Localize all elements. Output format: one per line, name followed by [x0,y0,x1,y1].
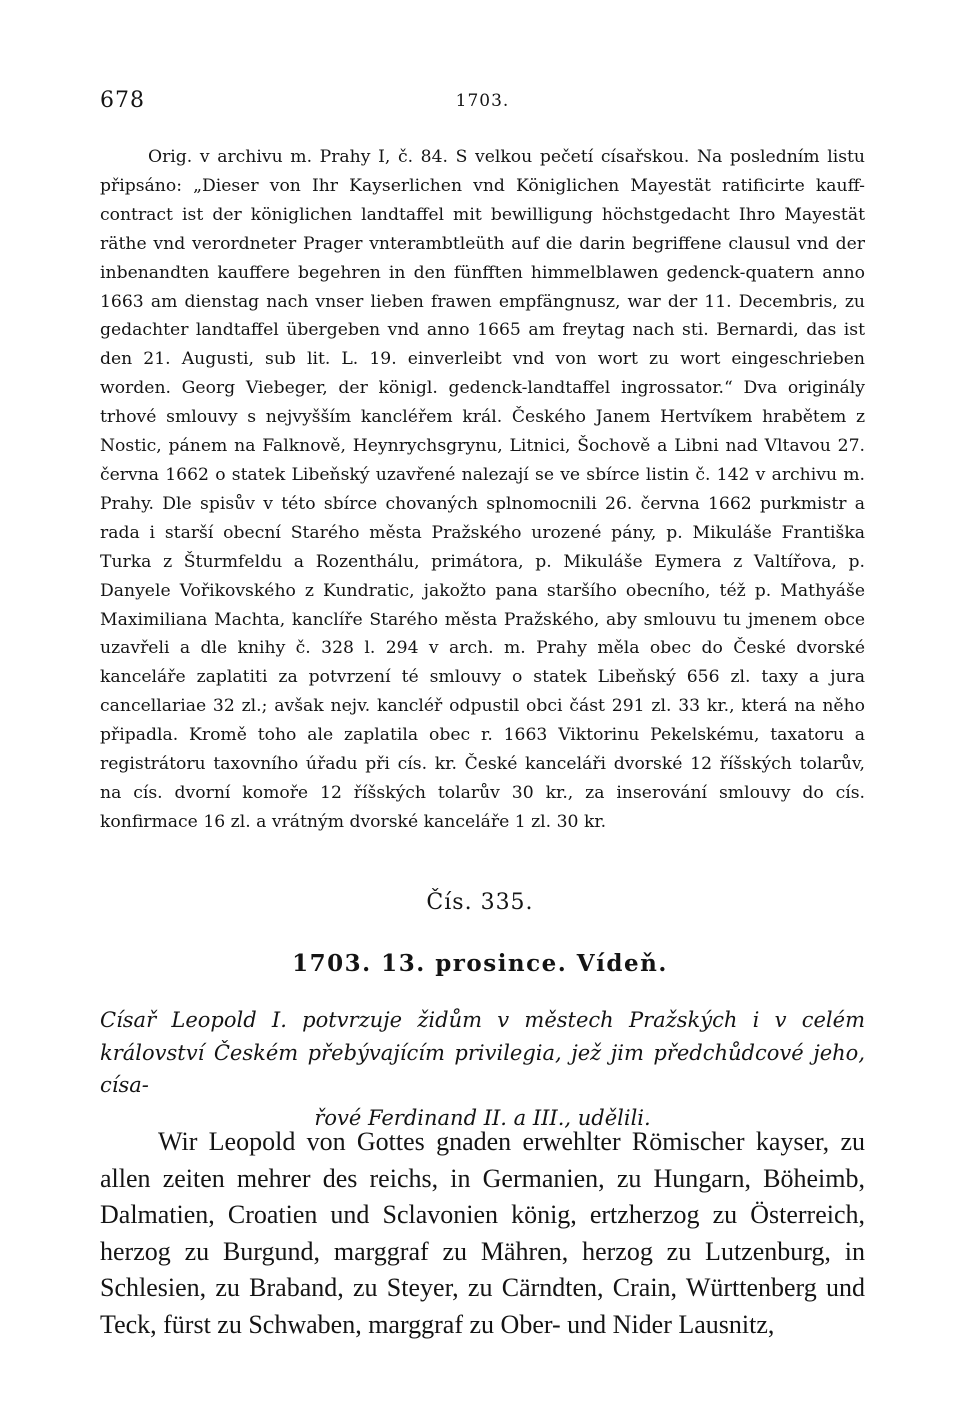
charter-body-text: Wir Leopold von Gottes gnaden erwehlter Römischer kayser, zu allen zeiten mehrer des reichs, in Germanien, zu Hungarn, Böheimb, Dalmatien, Croatien und Sclavonien könig, ertzherzog zu Österreich, herzog zu Burgund, marggraf zu Mähren, herzog zu Lutzenburg, in Schlesien, zu Braband, zu Steyer, zu Cärndten, Crain, Württenberg und Teck, fürst zu Schwaben, marggraf zu Ober- und Nider Lausnitz, [100,1127,865,1339]
archival-note: Orig. v archivu m. Prahy I, č. 84. S velkou pečetí císařskou. Na posledním listu připsáno: „Dieser von Ihr Kayserlichen vnd Königlichen Mayestät ratificirte kauff-contract ist der königlichen landtaffel mit bewilligung höchstgedacht Ihro Mayestät räthe vnd verordneter Prager vnterambtleüth auf die darin begriffene clausul vnd der inbenandten kauffere begehren in den fünfften himmelblawen gedenck-quatern anno 1663 am dienstag nach vnser lieben frawen empfängnusz, war der 11. Decembris, zu gedachter landtaffel übergeben vnd anno 1665 am freytag nach sti. Bernardi, das ist den 21. Augusti, sub lit. L. 19. einverleibt vnd von wort zu wort eingeschrieben worden. Georg Viebeger, der königl. gedenck-landtaffel ingrossator.“ Dva originály trhové smlouvy s nejvyšším kancléřem král. Českého Janem Hertvíkem hrabětem z Nostic, pánem na Falknově, Heynrychsgrynu, Litnici, Šochově a Libni nad Vltavou 27. června 1662 o statek Libeňský uzavřené nalezají se ve sbírce listin č. 142 v archivu m. Prahy. Dle spisův v této sbírce chovaných splnomocnili 26. června 1662 purkmistr a rada i starší obecní Starého města Pražského urozené pány, p. Mikuláše Františka Turka z Šturmfeldu a Rozenthálu, primátora, p. Mikuláše Eymera z Valtířova, p. Danyele Vořikovského z Kundratic, jakožto pana staršího obecního, též p. Mathyáše Maximiliana Machta, kanclíře Starého města Pražského, aby smlouvu tu jmenem obce uzavřeli a dle knihy č. 328 l. 294 v arch. m. Prahy měla obec do České dvorské kanceláře zaplatiti za potvrzení té smlouvy o statek Libeňský 656 zl. taxy a jura cancellariae 32 zl.; avšak nejv. kancléř odpustil obci část 291 zl. 33 kr., která na něho připadla. Kromě toho ale zaplatila obec r. 1663 Viktorinu Pekelskému, taxatoru a registrátoru taxovního úřadu při cís. kr. České kanceláři dvorské 12 říšských tolarův, na cís. dvorní komoře 12 říšských tolarův 30 kr., za inserování smlouvy do cís. konfirmace 16 zl. a vrátným dvorské kanceláře 1 zl. 30 kr. [100,147,865,832]
running-year: 1703. [455,91,510,111]
regest-summary [100,1004,865,1134]
document-date-heading: 1703. 13. prosince. Vídeň. [292,950,668,977]
page-number: 678 [100,88,145,113]
regest-last-line: řové Ferdinand II. a III., udělili. [314,1105,651,1130]
document-number: Čís. 335. [426,890,534,915]
regest-main-text: Císař Leopold I. potvrzuje židům v městech Pražských i v celém království Českém přebývajícím privilegia, jež jim předchůdcové jeho, císa- [100,1008,865,1097]
running-head [100,88,865,118]
